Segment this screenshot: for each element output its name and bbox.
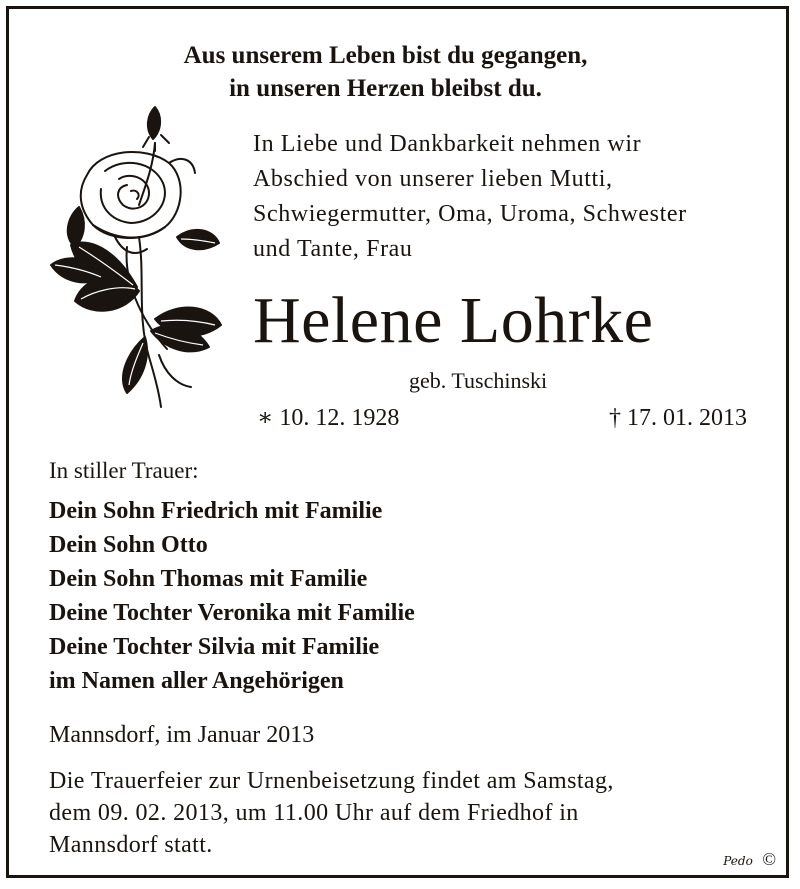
place-date: Mannsdorf, im Januar 2013 — [49, 722, 315, 748]
intro-line: In Liebe und Dankbarkeit nehmen wir — [253, 131, 642, 157]
signature: Pedo — [723, 854, 753, 868]
family-member: im Namen aller Angehörigen — [49, 668, 344, 694]
funeral-line: Mannsdorf statt. — [49, 832, 213, 858]
family-list — [49, 494, 415, 698]
mourning-heading: In stiller Trauer: — [49, 458, 199, 483]
obituary-notice — [6, 6, 789, 878]
credit — [723, 850, 776, 871]
intro-line: Abschied von unserer lieben Mutti, — [253, 166, 613, 192]
funeral-line: dem 09. 02. 2013, um 11.00 Uhr auf dem Friedhof in — [49, 800, 579, 826]
motto-line-2: in unseren Herzen bleibst du. — [229, 75, 542, 102]
family-member: Deine Tochter Silvia mit Familie — [49, 634, 380, 660]
deceased-name: Helene Lohrke — [253, 284, 654, 357]
intro-line: Schwiegermutter, Oma, Uroma, Schwester — [253, 201, 687, 227]
family-member: Dein Sohn Friedrich mit Familie — [49, 498, 383, 524]
rose-icon — [27, 87, 227, 417]
maiden-name: geb. Tuschinski — [409, 368, 548, 393]
family-member: Dein Sohn Otto — [49, 532, 208, 558]
family-member: Dein Sohn Thomas mit Familie — [49, 566, 368, 592]
copyright-icon: © — [762, 849, 776, 869]
family-member: Deine Tochter Veronika mit Familie — [49, 600, 415, 626]
funeral-info — [49, 765, 779, 861]
intro-line: und Tante, Frau — [253, 236, 413, 262]
death-date: † 17. 01. 2013 — [609, 405, 747, 431]
intro-text — [253, 127, 783, 267]
birth-date: ∗ 10. 12. 1928 — [257, 405, 400, 431]
motto-line-1: Aus unserem Leben bist du gegangen, — [183, 42, 588, 69]
funeral-line: Die Trauerfeier zur Urnenbeisetzung findet am Samstag, — [49, 768, 614, 794]
